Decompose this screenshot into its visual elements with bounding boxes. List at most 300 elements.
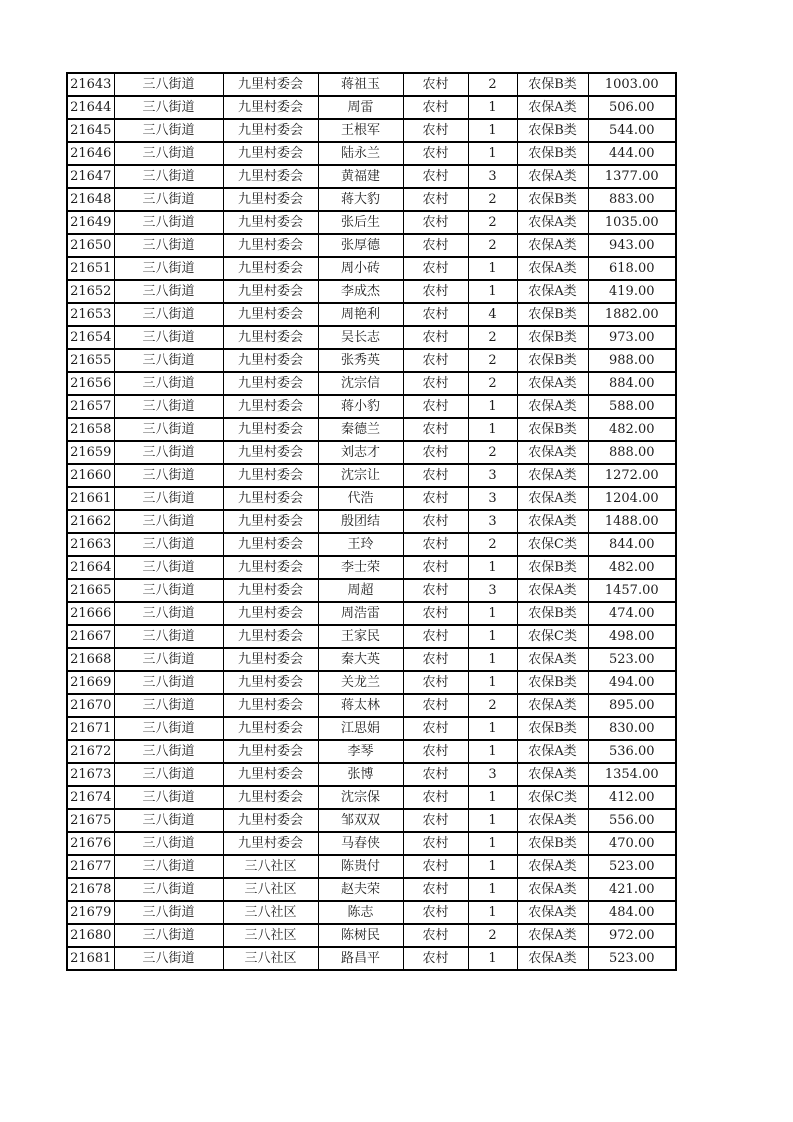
- table-row: [67, 211, 676, 234]
- cell-amount: 523.00: [588, 947, 676, 970]
- cell-category: 农村: [403, 901, 468, 924]
- table-row: [67, 625, 676, 648]
- cell-village: 九里村委会: [223, 717, 318, 740]
- cell-street: 三八街道: [114, 464, 223, 487]
- cell-category: 农村: [403, 694, 468, 717]
- table-row: [67, 418, 676, 441]
- cell-amount: 972.00: [588, 924, 676, 947]
- cell-village: 三八社区: [223, 878, 318, 901]
- cell-name: 周雷: [318, 96, 403, 119]
- cell-count: 3: [468, 464, 517, 487]
- cell-id: 21676: [67, 832, 114, 855]
- cell-insurance-type: 农保A类: [517, 395, 588, 418]
- cell-street: 三八街道: [114, 257, 223, 280]
- table-row: [67, 280, 676, 303]
- cell-category: 农村: [403, 441, 468, 464]
- cell-insurance-type: 农保A类: [517, 809, 588, 832]
- cell-count: 1: [468, 418, 517, 441]
- cell-name: 李成杰: [318, 280, 403, 303]
- table-row: [67, 142, 676, 165]
- cell-insurance-type: 农保A类: [517, 464, 588, 487]
- cell-name: 王根军: [318, 119, 403, 142]
- cell-village: 九里村委会: [223, 234, 318, 257]
- table-row: [67, 556, 676, 579]
- cell-village: 九里村委会: [223, 441, 318, 464]
- cell-count: 1: [468, 648, 517, 671]
- cell-village: 九里村委会: [223, 625, 318, 648]
- cell-name: 沈宗信: [318, 372, 403, 395]
- cell-street: 三八街道: [114, 625, 223, 648]
- cell-count: 1: [468, 901, 517, 924]
- cell-id: 21672: [67, 740, 114, 763]
- cell-category: 农村: [403, 855, 468, 878]
- cell-amount: 973.00: [588, 326, 676, 349]
- cell-amount: 421.00: [588, 878, 676, 901]
- cell-street: 三八街道: [114, 533, 223, 556]
- cell-category: 农村: [403, 165, 468, 188]
- cell-count: 1: [468, 832, 517, 855]
- cell-count: 2: [468, 211, 517, 234]
- cell-id: 21646: [67, 142, 114, 165]
- cell-count: 2: [468, 326, 517, 349]
- cell-category: 农村: [403, 763, 468, 786]
- cell-name: 秦大英: [318, 648, 403, 671]
- cell-village: 九里村委会: [223, 73, 318, 96]
- cell-count: 1: [468, 142, 517, 165]
- cell-id: 21661: [67, 487, 114, 510]
- cell-village: 九里村委会: [223, 165, 318, 188]
- cell-name: 殷团结: [318, 510, 403, 533]
- cell-village: 九里村委会: [223, 303, 318, 326]
- cell-street: 三八街道: [114, 648, 223, 671]
- cell-count: 1: [468, 947, 517, 970]
- cell-insurance-type: 农保B类: [517, 119, 588, 142]
- table-row: [67, 786, 676, 809]
- cell-amount: 484.00: [588, 901, 676, 924]
- cell-id: 21665: [67, 579, 114, 602]
- cell-count: 1: [468, 671, 517, 694]
- cell-id: 21660: [67, 464, 114, 487]
- cell-insurance-type: 农保A类: [517, 257, 588, 280]
- table-row: [67, 326, 676, 349]
- cell-count: 1: [468, 556, 517, 579]
- cell-id: 21651: [67, 257, 114, 280]
- cell-amount: 895.00: [588, 694, 676, 717]
- cell-name: 陈志: [318, 901, 403, 924]
- table-row: [67, 349, 676, 372]
- cell-count: 2: [468, 694, 517, 717]
- cell-insurance-type: 农保A类: [517, 280, 588, 303]
- cell-category: 农村: [403, 579, 468, 602]
- cell-village: 九里村委会: [223, 326, 318, 349]
- table-row: [67, 740, 676, 763]
- cell-village: 九里村委会: [223, 464, 318, 487]
- cell-name: 周浩雷: [318, 602, 403, 625]
- cell-category: 农村: [403, 648, 468, 671]
- table-row: [67, 165, 676, 188]
- cell-name: 张博: [318, 763, 403, 786]
- cell-street: 三八街道: [114, 947, 223, 970]
- cell-count: 2: [468, 441, 517, 464]
- cell-village: 九里村委会: [223, 809, 318, 832]
- table-row: [67, 96, 676, 119]
- cell-name: 陈贵付: [318, 855, 403, 878]
- cell-category: 农村: [403, 556, 468, 579]
- table-row: [67, 671, 676, 694]
- cell-insurance-type: 农保B类: [517, 671, 588, 694]
- cell-insurance-type: 农保B类: [517, 832, 588, 855]
- cell-insurance-type: 农保B类: [517, 556, 588, 579]
- cell-amount: 988.00: [588, 349, 676, 372]
- cell-id: 21656: [67, 372, 114, 395]
- cell-amount: 884.00: [588, 372, 676, 395]
- cell-amount: 1488.00: [588, 510, 676, 533]
- cell-street: 三八街道: [114, 280, 223, 303]
- cell-village: 九里村委会: [223, 280, 318, 303]
- table-row: [67, 694, 676, 717]
- cell-id: 21649: [67, 211, 114, 234]
- cell-amount: 412.00: [588, 786, 676, 809]
- cell-amount: 618.00: [588, 257, 676, 280]
- cell-category: 农村: [403, 947, 468, 970]
- cell-insurance-type: 农保A类: [517, 878, 588, 901]
- cell-street: 三八街道: [114, 487, 223, 510]
- cell-insurance-type: 农保C类: [517, 533, 588, 556]
- cell-village: 九里村委会: [223, 556, 318, 579]
- table-row: [67, 73, 676, 96]
- cell-category: 农村: [403, 602, 468, 625]
- cell-amount: 523.00: [588, 648, 676, 671]
- cell-name: 张后生: [318, 211, 403, 234]
- cell-id: 21673: [67, 763, 114, 786]
- cell-village: 九里村委会: [223, 671, 318, 694]
- cell-name: 赵夫荣: [318, 878, 403, 901]
- table-row: [67, 602, 676, 625]
- table-row: [67, 372, 676, 395]
- table-row: [67, 901, 676, 924]
- cell-insurance-type: 农保A类: [517, 740, 588, 763]
- cell-count: 3: [468, 165, 517, 188]
- cell-amount: 1204.00: [588, 487, 676, 510]
- cell-amount: 482.00: [588, 556, 676, 579]
- cell-insurance-type: 农保A类: [517, 487, 588, 510]
- cell-name: 陈树民: [318, 924, 403, 947]
- cell-category: 农村: [403, 96, 468, 119]
- cell-name: 陆永兰: [318, 142, 403, 165]
- cell-amount: 556.00: [588, 809, 676, 832]
- cell-count: 1: [468, 96, 517, 119]
- cell-count: 1: [468, 878, 517, 901]
- cell-village: 九里村委会: [223, 119, 318, 142]
- cell-id: 21655: [67, 349, 114, 372]
- cell-insurance-type: 农保A类: [517, 763, 588, 786]
- cell-insurance-type: 农保A类: [517, 947, 588, 970]
- cell-category: 农村: [403, 73, 468, 96]
- cell-category: 农村: [403, 878, 468, 901]
- cell-amount: 830.00: [588, 717, 676, 740]
- cell-village: 九里村委会: [223, 257, 318, 280]
- cell-name: 张秀英: [318, 349, 403, 372]
- cell-insurance-type: 农保C类: [517, 786, 588, 809]
- cell-street: 三八街道: [114, 832, 223, 855]
- cell-name: 路昌平: [318, 947, 403, 970]
- cell-id: 21669: [67, 671, 114, 694]
- cell-category: 农村: [403, 418, 468, 441]
- table-row: [67, 464, 676, 487]
- cell-amount: 444.00: [588, 142, 676, 165]
- cell-name: 张厚德: [318, 234, 403, 257]
- cell-amount: 1354.00: [588, 763, 676, 786]
- cell-amount: 1272.00: [588, 464, 676, 487]
- cell-amount: 1035.00: [588, 211, 676, 234]
- cell-village: 三八社区: [223, 947, 318, 970]
- cell-category: 农村: [403, 671, 468, 694]
- cell-insurance-type: 农保B类: [517, 602, 588, 625]
- cell-street: 三八街道: [114, 211, 223, 234]
- cell-id: 21654: [67, 326, 114, 349]
- cell-street: 三八街道: [114, 326, 223, 349]
- cell-name: 吴长志: [318, 326, 403, 349]
- cell-name: 刘志才: [318, 441, 403, 464]
- cell-insurance-type: 农保B类: [517, 349, 588, 372]
- cell-street: 三八街道: [114, 694, 223, 717]
- cell-village: 九里村委会: [223, 763, 318, 786]
- cell-id: 21668: [67, 648, 114, 671]
- cell-street: 三八街道: [114, 372, 223, 395]
- cell-street: 三八街道: [114, 418, 223, 441]
- cell-category: 农村: [403, 142, 468, 165]
- cell-count: 1: [468, 809, 517, 832]
- cell-id: 21679: [67, 901, 114, 924]
- cell-street: 三八街道: [114, 579, 223, 602]
- cell-insurance-type: 农保A类: [517, 924, 588, 947]
- cell-street: 三八街道: [114, 188, 223, 211]
- cell-street: 三八街道: [114, 303, 223, 326]
- cell-count: 1: [468, 740, 517, 763]
- cell-count: 3: [468, 763, 517, 786]
- cell-id: 21657: [67, 395, 114, 418]
- table-row: [67, 119, 676, 142]
- cell-id: 21645: [67, 119, 114, 142]
- cell-category: 农村: [403, 625, 468, 648]
- cell-id: 21658: [67, 418, 114, 441]
- cell-village: 九里村委会: [223, 694, 318, 717]
- cell-village: 九里村委会: [223, 372, 318, 395]
- cell-count: 2: [468, 73, 517, 96]
- benefits-table: [66, 72, 677, 971]
- table-row: [67, 809, 676, 832]
- cell-street: 三八街道: [114, 165, 223, 188]
- cell-village: 九里村委会: [223, 487, 318, 510]
- cell-village: 九里村委会: [223, 533, 318, 556]
- cell-insurance-type: 农保A类: [517, 96, 588, 119]
- cell-village: 九里村委会: [223, 602, 318, 625]
- cell-village: 三八社区: [223, 901, 318, 924]
- cell-street: 三八街道: [114, 740, 223, 763]
- cell-count: 4: [468, 303, 517, 326]
- cell-count: 2: [468, 924, 517, 947]
- cell-street: 三八街道: [114, 96, 223, 119]
- cell-amount: 474.00: [588, 602, 676, 625]
- cell-street: 三八街道: [114, 901, 223, 924]
- table-row: [67, 579, 676, 602]
- table-row: [67, 832, 676, 855]
- cell-category: 农村: [403, 119, 468, 142]
- cell-name: 沈宗让: [318, 464, 403, 487]
- table-row: [67, 924, 676, 947]
- cell-name: 马春侠: [318, 832, 403, 855]
- cell-insurance-type: 农保A类: [517, 165, 588, 188]
- cell-village: 九里村委会: [223, 648, 318, 671]
- cell-count: 1: [468, 786, 517, 809]
- cell-village: 九里村委会: [223, 418, 318, 441]
- cell-insurance-type: 农保A类: [517, 694, 588, 717]
- table-row: [67, 878, 676, 901]
- cell-amount: 523.00: [588, 855, 676, 878]
- cell-count: 1: [468, 280, 517, 303]
- cell-id: 21662: [67, 510, 114, 533]
- cell-name: 关龙兰: [318, 671, 403, 694]
- cell-id: 21681: [67, 947, 114, 970]
- cell-category: 农村: [403, 510, 468, 533]
- cell-id: 21667: [67, 625, 114, 648]
- cell-amount: 1457.00: [588, 579, 676, 602]
- table-row: [67, 257, 676, 280]
- cell-category: 农村: [403, 326, 468, 349]
- cell-count: 2: [468, 533, 517, 556]
- cell-street: 三八街道: [114, 809, 223, 832]
- cell-amount: 419.00: [588, 280, 676, 303]
- cell-amount: 943.00: [588, 234, 676, 257]
- table-row: [67, 395, 676, 418]
- cell-category: 农村: [403, 257, 468, 280]
- cell-id: 21647: [67, 165, 114, 188]
- cell-id: 21671: [67, 717, 114, 740]
- cell-insurance-type: 农保B类: [517, 303, 588, 326]
- cell-insurance-type: 农保B类: [517, 326, 588, 349]
- cell-id: 21670: [67, 694, 114, 717]
- cell-id: 21663: [67, 533, 114, 556]
- cell-count: 3: [468, 487, 517, 510]
- cell-street: 三八街道: [114, 717, 223, 740]
- cell-name: 邹双双: [318, 809, 403, 832]
- cell-village: 九里村委会: [223, 832, 318, 855]
- cell-amount: 506.00: [588, 96, 676, 119]
- table-row: [67, 510, 676, 533]
- cell-id: 21644: [67, 96, 114, 119]
- cell-count: 3: [468, 579, 517, 602]
- cell-name: 周超: [318, 579, 403, 602]
- cell-village: 九里村委会: [223, 786, 318, 809]
- cell-insurance-type: 农保A类: [517, 855, 588, 878]
- cell-name: 秦德兰: [318, 418, 403, 441]
- cell-insurance-type: 农保B类: [517, 717, 588, 740]
- cell-category: 农村: [403, 349, 468, 372]
- cell-insurance-type: 农保B类: [517, 73, 588, 96]
- cell-village: 九里村委会: [223, 96, 318, 119]
- cell-category: 农村: [403, 211, 468, 234]
- table-row: [67, 533, 676, 556]
- cell-village: 九里村委会: [223, 740, 318, 763]
- cell-street: 三八街道: [114, 924, 223, 947]
- cell-insurance-type: 农保A类: [517, 441, 588, 464]
- cell-id: 21652: [67, 280, 114, 303]
- table-row: [67, 188, 676, 211]
- table-row: [67, 648, 676, 671]
- cell-category: 农村: [403, 303, 468, 326]
- cell-village: 九里村委会: [223, 579, 318, 602]
- cell-amount: 1882.00: [588, 303, 676, 326]
- cell-name: 沈宗保: [318, 786, 403, 809]
- cell-count: 1: [468, 855, 517, 878]
- cell-insurance-type: 农保A类: [517, 579, 588, 602]
- cell-insurance-type: 农保B类: [517, 188, 588, 211]
- cell-category: 农村: [403, 717, 468, 740]
- cell-street: 三八街道: [114, 763, 223, 786]
- cell-count: 1: [468, 395, 517, 418]
- cell-category: 农村: [403, 372, 468, 395]
- cell-amount: 883.00: [588, 188, 676, 211]
- table-row: [67, 303, 676, 326]
- cell-amount: 588.00: [588, 395, 676, 418]
- cell-name: 周艳利: [318, 303, 403, 326]
- cell-village: 九里村委会: [223, 510, 318, 533]
- table-row: [67, 717, 676, 740]
- cell-insurance-type: 农保A类: [517, 211, 588, 234]
- cell-insurance-type: 农保A类: [517, 510, 588, 533]
- cell-street: 三八街道: [114, 349, 223, 372]
- cell-street: 三八街道: [114, 510, 223, 533]
- cell-street: 三八街道: [114, 395, 223, 418]
- cell-amount: 536.00: [588, 740, 676, 763]
- cell-village: 三八社区: [223, 924, 318, 947]
- cell-category: 农村: [403, 234, 468, 257]
- cell-village: 九里村委会: [223, 349, 318, 372]
- cell-id: 21650: [67, 234, 114, 257]
- cell-village: 九里村委会: [223, 142, 318, 165]
- cell-name: 李士荣: [318, 556, 403, 579]
- cell-count: 1: [468, 625, 517, 648]
- cell-street: 三八街道: [114, 142, 223, 165]
- cell-insurance-type: 农保B类: [517, 418, 588, 441]
- table-row: [67, 487, 676, 510]
- cell-street: 三八街道: [114, 878, 223, 901]
- cell-category: 农村: [403, 533, 468, 556]
- cell-id: 21678: [67, 878, 114, 901]
- cell-id: 21666: [67, 602, 114, 625]
- cell-insurance-type: 农保A类: [517, 234, 588, 257]
- cell-village: 九里村委会: [223, 188, 318, 211]
- cell-id: 21680: [67, 924, 114, 947]
- cell-id: 21664: [67, 556, 114, 579]
- cell-name: 王玲: [318, 533, 403, 556]
- cell-category: 农村: [403, 280, 468, 303]
- cell-count: 3: [468, 510, 517, 533]
- cell-amount: 494.00: [588, 671, 676, 694]
- cell-category: 农村: [403, 924, 468, 947]
- cell-insurance-type: 农保C类: [517, 625, 588, 648]
- cell-category: 农村: [403, 832, 468, 855]
- cell-name: 江思娟: [318, 717, 403, 740]
- cell-village: 三八社区: [223, 855, 318, 878]
- table-body: [67, 73, 676, 970]
- cell-amount: 544.00: [588, 119, 676, 142]
- cell-village: 九里村委会: [223, 395, 318, 418]
- cell-id: 21653: [67, 303, 114, 326]
- cell-id: 21677: [67, 855, 114, 878]
- cell-name: 李琴: [318, 740, 403, 763]
- cell-street: 三八街道: [114, 556, 223, 579]
